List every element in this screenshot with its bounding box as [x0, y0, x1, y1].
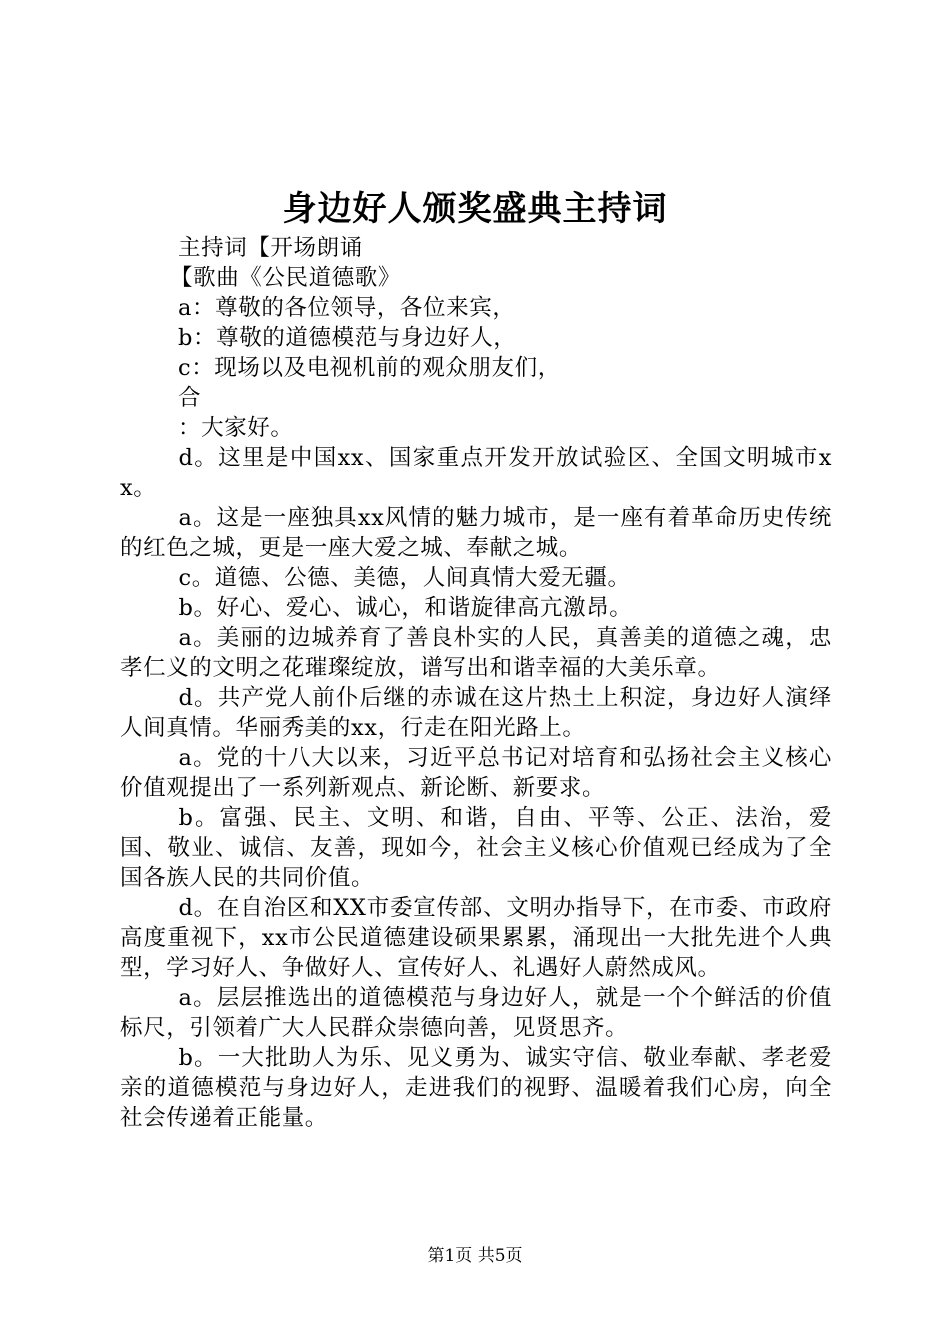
paragraph-1: 主持词【开场朗诵 — [178, 235, 363, 261]
paragraph-5: c：现场以及电视机前的观众朋友们， — [178, 355, 561, 381]
document-body — [120, 233, 832, 1133]
paragraph-15: b。富强、民主、文明、和谐，自由、平等、公正、法治，爱国、敬业、诚信、友善，现如今，社会主义核心价值观已经成为了全国各族人民的共同价值。 — [120, 805, 832, 891]
paragraph-8: d。这里是中国xx、国家重点开发开放试验区、全国文明城市xx。 — [120, 445, 832, 501]
page-footer: 第1页 共5页 — [427, 1246, 523, 1266]
paragraph-13: d。共产党人前仆后继的赤诚在这片热土上积淀，身边好人演绎人间真情。华丽秀美的xx，行走在阳光路上。 — [120, 685, 832, 741]
paragraph-16: d。在自治区和XX市委宣传部、文明办指导下，在市委、市政府高度重视下，xx市公民道德建设硕果累累，涌现出一大批先进个人典型，学习好人、争做好人、宣传好人、礼遇好人蔚然成风。 — [120, 895, 832, 981]
paragraph-4: b：尊敬的道德模范与身边好人， — [178, 325, 517, 351]
paragraph-18: b。一大批助人为乐、见义勇为、诚实守信、敬业奉献、孝老爱亲的道德模范与身边好人，走进我们的视野、温暖着我们心房，向全社会传递着正能量。 — [120, 1045, 832, 1131]
document-title: 身边好人颁奖盛典主持词 — [282, 189, 668, 229]
paragraph-3: a：尊敬的各位领导，各位来宾， — [178, 295, 516, 321]
paragraph-14: a。党的十八大以来，习近平总书记对培育和弘扬社会主义核心价值观提出了一系列新观点、新论断、新要求。 — [120, 745, 832, 801]
paragraph-12: a。美丽的边城养育了善良朴实的人民，真善美的道德之魂，忠孝仁义的文明之花璀璨绽放，谱写出和谐幸福的大美乐章。 — [120, 625, 832, 681]
paragraph-2: 【歌曲《公民道德歌》 — [170, 265, 402, 291]
paragraph-11: b。好心、爱心、诚心，和谐旋律高亢激昂。 — [178, 595, 633, 621]
paragraph-10: c。道德、公德、美德，人间真情大爱无疆。 — [178, 565, 631, 591]
paragraph-9: a。这是一座独具xx风情的魅力城市，是一座有着革命历史传统的红色之城，更是一座大爱之城、奉献之城。 — [120, 505, 832, 561]
paragraph-6: 合 — [178, 385, 202, 411]
paragraph-7: ：大家好。 — [178, 415, 294, 441]
paragraph-17: a。层层推选出的道德模范与身边好人，就是一个个鲜活的价值标尺，引领着广大人民群众崇德向善，见贤思齐。 — [120, 985, 832, 1041]
